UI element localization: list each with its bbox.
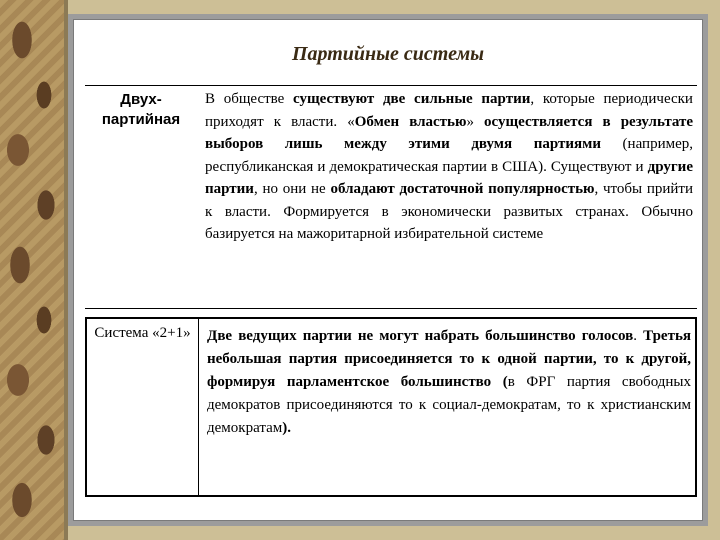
- text-segment-bold: существуют две сильные партии: [293, 91, 531, 107]
- text-segment: , но они не: [253, 181, 331, 197]
- text-segment-bold: ).: [282, 420, 291, 436]
- decorative-side-strip: [0, 0, 64, 540]
- row-description: [197, 86, 697, 308]
- text-segment: , которые периодически приходят к власти. «: [205, 91, 693, 130]
- row-label: Система «2+1»: [87, 319, 199, 495]
- text-segment: .: [633, 328, 644, 344]
- text-segment-bold: Две ведущих партии не могут набрать большинство голосов: [207, 328, 634, 344]
- text-segment: , чтобы прийти к власти. Формируется в экономически развитых странах. Обычно базируется на мажоритарной избирательной системе: [205, 181, 693, 242]
- text-segment-bold: Третья небольшая партия присоединяется то к одной партии, то к другой, формируя парламентское большинство (: [207, 328, 692, 390]
- text-segment: (например, республиканская и демократическая партии в США). Существуют и: [205, 136, 693, 175]
- slide-title: Партийные системы: [291, 43, 485, 65]
- slide-panel: [68, 14, 708, 526]
- table-row-two-party: [85, 85, 697, 309]
- text-segment: В обществе: [205, 91, 294, 107]
- text-segment-bold: осуществляется в результате выборов лишь между этими двумя партиями: [205, 113, 694, 152]
- text-segment: в ФРГ партия свободных демократов присоединяются то к социал-демократам, то к христианским демократам: [207, 374, 691, 436]
- table-row-two-plus-one: [85, 317, 697, 497]
- text-segment: »: [466, 113, 485, 130]
- row-description: [199, 319, 695, 495]
- text-segment-bold: обладают достаточной популярностью: [330, 181, 595, 197]
- text-segment-bold: Обмен властью: [354, 113, 467, 130]
- text-segment-bold: другие партии: [205, 158, 693, 197]
- row-label: Двух-партийная: [101, 91, 181, 128]
